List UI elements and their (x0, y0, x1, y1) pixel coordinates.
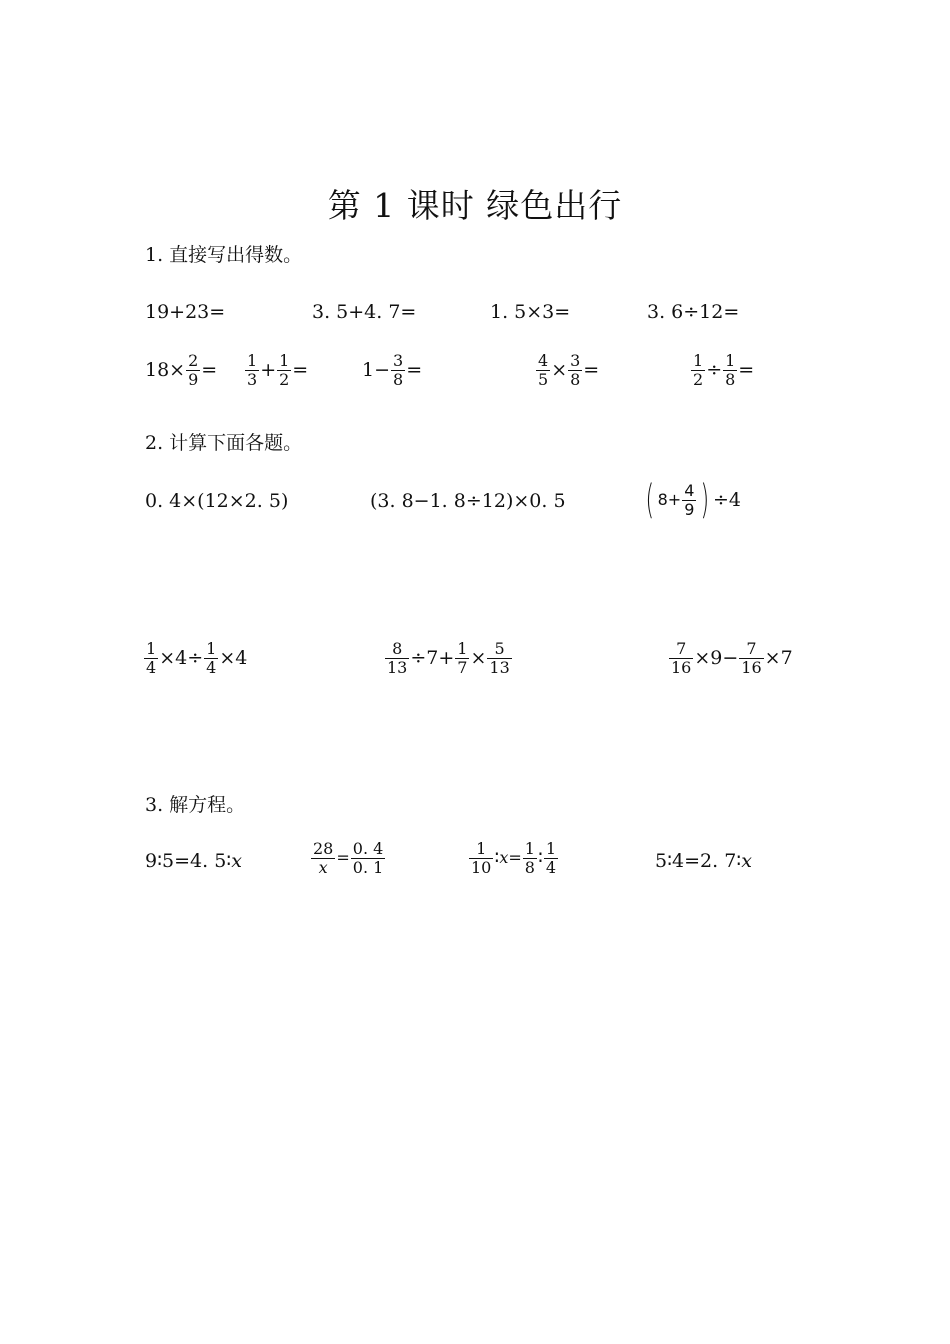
fraction: $\frac{1}{4}$ (206, 639, 217, 677)
s1-r2-e4: $\frac{4}{5}$ × $\frac{3}{8}$ = (538, 351, 600, 389)
fraction: $\frac{1}{7}$ (457, 639, 468, 677)
s1-r2-e3: 1− $\frac{3}{8}$ = (362, 351, 423, 389)
fraction: $\frac{5}{13}$ (489, 639, 510, 677)
s2-e4: $\frac{1}{4}$ ×4÷ $\frac{1}{4}$ ×4 (146, 639, 248, 677)
fraction: $\frac{1}{2}$ (279, 351, 290, 389)
s3-e4: 5∶4=2. 7∶ x (655, 850, 752, 872)
fraction: $\frac{4}{9}$ (684, 480, 695, 519)
s3-e3: $\frac{1}{10}$ ∶ x = $\frac{1}{8}$ ∶ $\frac{1}{4}$ (471, 839, 557, 877)
fraction: $\frac{1}{4}$ (146, 639, 157, 677)
fraction: $\frac{1}{3}$ (247, 351, 258, 389)
section1-heading: 1. 直接写出得数。 (145, 244, 303, 266)
s1-r1-e3: 1. 5×3= (490, 301, 571, 323)
s1-r2-e5: $\frac{1}{2}$ ÷ $\frac{1}{8}$ = (693, 351, 755, 389)
s1-r2-e2: $\frac{1}{3}$ + $\frac{1}{2}$ = (247, 351, 309, 389)
fraction: $\frac{1}{8}$ (725, 351, 736, 389)
s2-e6: $\frac{7}{16}$ ×9− $\frac{7}{16}$ ×7 (671, 639, 793, 677)
fraction: $\frac{7}{16}$ (671, 639, 692, 677)
s1-r2-e1: 18× $\frac{2}{9}$ = (145, 351, 218, 389)
fraction: $\frac{1}{8}$ (524, 839, 535, 877)
fraction: $\frac{28}{x}$ (313, 839, 334, 877)
s1-r1-e4: 3. 6÷12= (647, 301, 740, 323)
s2-e1: 0. 4×(12×2. 5) (145, 490, 289, 512)
fraction: $\frac{3}{8}$ (570, 351, 581, 389)
s2-e5: $\frac{8}{13}$ ÷7+ $\frac{1}{7}$ × $\frac{5}{13}$ (387, 639, 510, 677)
s3-e1: 9∶5=4. 5∶ x (145, 850, 242, 872)
fraction: $\frac{7}{16}$ (741, 639, 762, 677)
fraction: $\frac{8}{13}$ (387, 639, 408, 677)
page-title: 第 1 课时 绿色出行 (327, 186, 623, 225)
fraction: $\frac{3}{8}$ (393, 351, 404, 389)
s2-e3: ( 8+ $\frac{4}{9}$ ) ÷4 (645, 477, 742, 523)
section2-heading: 2. 计算下面各题。 (145, 432, 303, 454)
fraction: $\frac{1}{10}$ (471, 839, 492, 877)
fraction: $\frac{2}{9}$ (188, 351, 199, 389)
fraction: $\frac{1}{2}$ (693, 351, 704, 389)
fraction: $\frac{1}{4}$ (545, 839, 557, 877)
s3-e2: $\frac{28}{x}$ = $\frac{0. 4}{0. 1}$ (313, 839, 384, 877)
s2-e2: (3. 8−1. 8÷12)×0. 5 (370, 490, 566, 512)
s1-r1-e1: 19+23= (145, 301, 226, 323)
fraction: $\frac{0. 4}{0. 1}$ (352, 839, 384, 877)
section3-heading: 3. 解方程。 (145, 794, 246, 816)
s1-r1-e2: 3. 5+4. 7= (312, 301, 417, 323)
fraction: $\frac{4}{5}$ (538, 351, 549, 389)
